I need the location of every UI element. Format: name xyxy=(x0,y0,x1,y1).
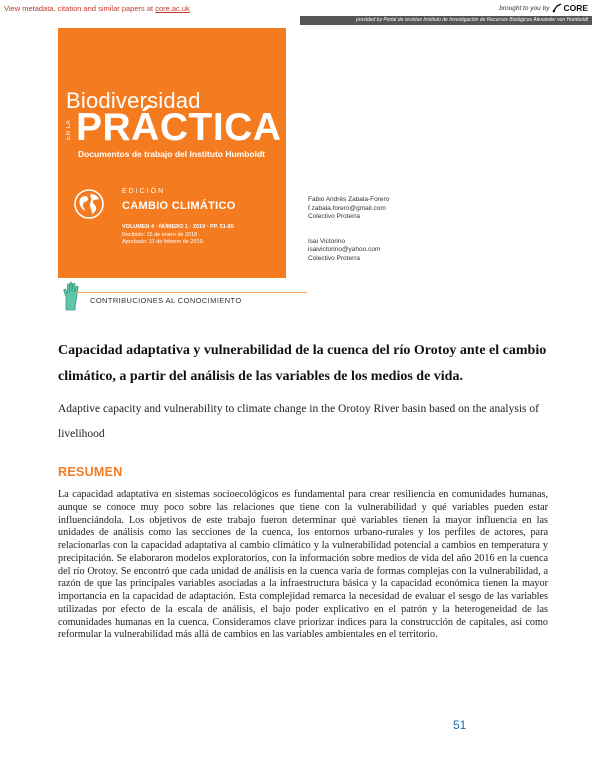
resumen-heading: RESUMEN xyxy=(58,465,123,479)
author-email[interactable]: isaivictorino@yahoo.com xyxy=(308,246,381,253)
provided-by-text[interactable]: provided by Portal de revistas Instituto de Investigación de Recursos Biológicos Alexander von Humboldt xyxy=(356,17,588,23)
core-link[interactable]: core.ac.uk xyxy=(155,4,190,13)
brought-by-text: brought to you by xyxy=(499,4,550,12)
cover-edicion: EDICIÓN xyxy=(122,188,166,195)
raised-hand-icon xyxy=(62,281,82,311)
core-metadata-label: View metadata, citation and similar papers at xyxy=(4,4,156,13)
author-name: Fabio Andrés Zabala-Forero xyxy=(308,196,390,203)
authors-block xyxy=(308,196,389,263)
cover-volume: VOLUMEN 4 · NÚMERO 1 · 2019 · PP. 51-85 xyxy=(122,224,234,230)
core-brought-by xyxy=(499,3,588,13)
author-name: Isai Victorino xyxy=(308,237,346,245)
cover-en-la: EN LA xyxy=(66,120,72,140)
core-metadata-text xyxy=(4,4,190,13)
cover-biodiversidad: Biodiversidad xyxy=(66,88,201,113)
article-title: Capacidad adaptativa y vulnerabilidad de la cuenca del río Orotoy ante el cambio climático, a partir del análisis de las variables de los medios de vida. xyxy=(58,343,547,384)
cover-practica: PRÁCTICA xyxy=(76,106,282,149)
cover-received: Recibido: 15 de enero de 2018 · xyxy=(122,232,201,238)
section-divider xyxy=(75,292,307,293)
core-logo[interactable] xyxy=(552,3,588,13)
globe-icon xyxy=(73,188,105,220)
cover-approved: Aprobado: 11 de febrero de 2019. xyxy=(122,239,205,245)
core-logo-icon xyxy=(552,3,562,13)
provided-by-bar xyxy=(300,16,592,25)
author-email[interactable]: f.zabala.forero@gmail.com xyxy=(308,204,386,212)
journal-cover xyxy=(58,28,286,278)
cover-edition-name: CAMBIO CLIMÁTICO xyxy=(122,200,236,212)
core-logo-text: CORE xyxy=(563,3,588,13)
page-number: 51 xyxy=(453,718,467,732)
english-title: Adaptive capacity and vulnerability to climate change in the Orotoy River basin based on the analysis of livelihood xyxy=(58,403,539,440)
section-label: CONTRIBUCIONES AL CONOCIMIENTO xyxy=(90,296,242,305)
cover-subtitle: Documentos de trabajo del Instituto Humboldt xyxy=(78,149,265,159)
abstract-text: La capacidad adaptativa en sistemas socioecológicos es fundamental para crear resiliencia en comunidades humanas, aunque se conoce muy poco sobre las relaciones que tiene con la vulnerabilidad y qué variables pueden estar influenciándola. Los objetivos de este trabajo fueron determinar qué variables tienen la mayor influencia en las unidades de análisis como las secciones de la cuenca, los entornos urbano-rurales y los perfiles de actores, para relacionarlas con la capacidad adaptativa al cambio climático y la vulnerabilidad potencial a cambios en temperatura y precipitación. Se elaboraron modelos exploratorios, con la información sobre medios de vida del año 2016 en la cuenca del río Orotoy. Se encontró que cada unidad de análisis en la cuenca varía de formas complejas con la vulnerabilidad, a razón de que las principales variables asociadas a la infraestructura básica y la capacidad económica tienen la mayor importancia en la capacidad de adaptación. Esta complejidad remarca la necesidad de evaluar el sesgo de las variables utilizadas por efecto de la escala de análisis, el bajo poder explicativo en el patrón y la heterogeneidad de las comunidades humanas en la cuenca. Consideramos clave priorizar índices para la construcción de capitales, así como reformular la vulnerabilidad más allá de cambios en las variables ambientales en el territorio. xyxy=(58,489,548,641)
author-affiliation: Colectivo Proterra xyxy=(308,254,361,262)
author-affiliation: Colectivo Proterra xyxy=(308,213,361,220)
